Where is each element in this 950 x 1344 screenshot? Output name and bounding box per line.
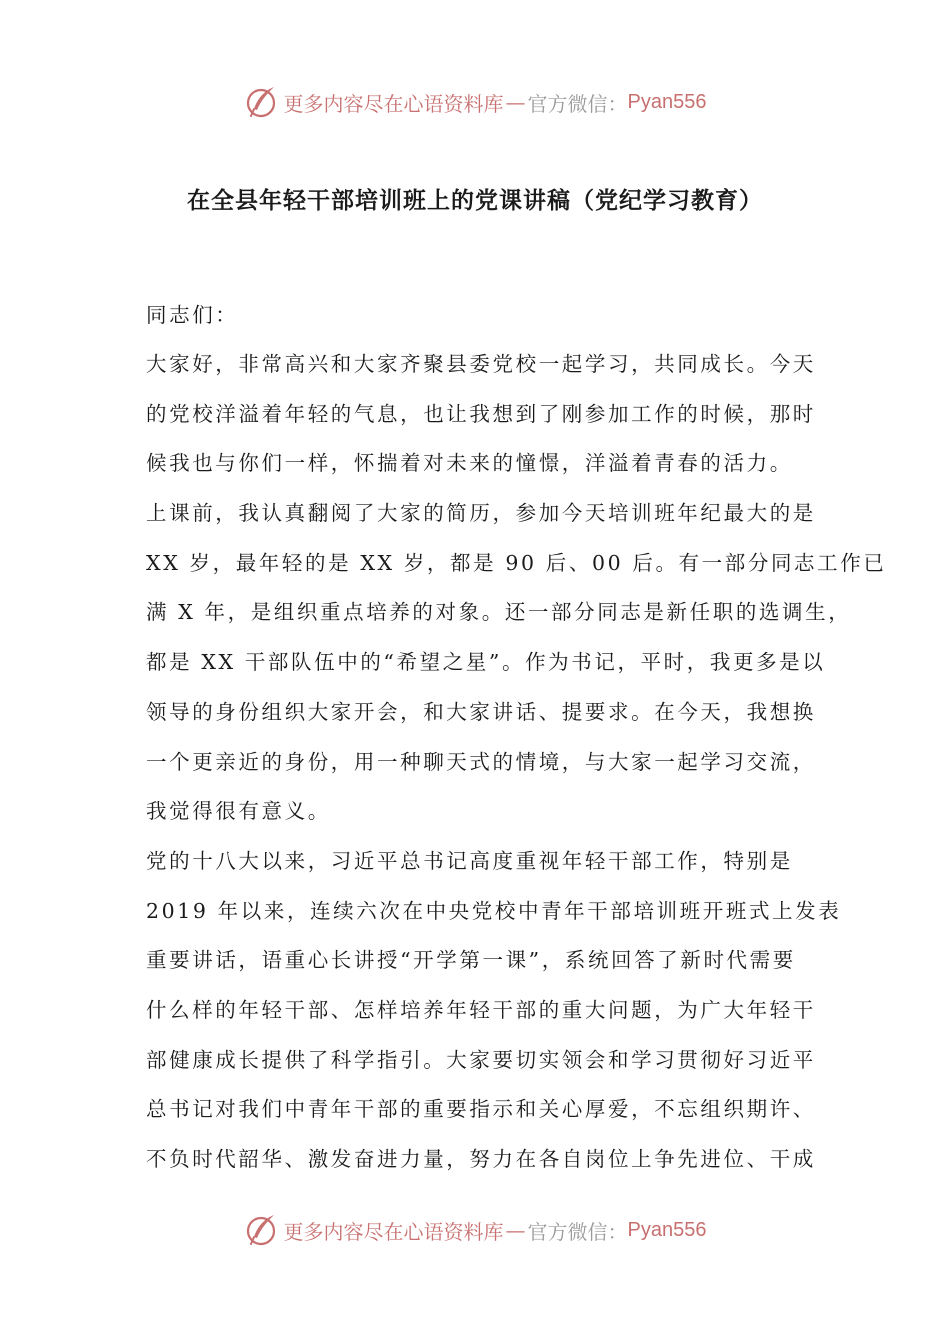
body-line: 满 X 年，是组织重点培养的对象。还一部分同志是新任职的选调生， bbox=[146, 600, 852, 625]
body-line: XX 岁，最年轻的是 XX 岁，都是 90 后、00 后。有一部分同志工作已 bbox=[146, 550, 887, 575]
body-line: 2019 年以来，连续六次在中央党校中青年干部培训班开班式上发表 bbox=[146, 898, 842, 923]
document-body bbox=[146, 295, 887, 1189]
watermark-site-text: 更多内容尽在心语资料库 bbox=[283, 1219, 504, 1244]
body-line: 总书记对我们中青年干部的重要指示和关心厚爱，不忘组织期许、 bbox=[146, 1097, 816, 1122]
body-line: 一个更亲近的身份，用一种聊天式的情境，与大家一起学习交流， bbox=[146, 749, 816, 774]
body-line: 重要讲话，语重心长讲授“开学第一课”，系统回答了新时代需要 bbox=[146, 948, 796, 973]
body-line: 部健康成长提供了科学指引。大家要切实领会和学习贯彻好习近平 bbox=[146, 1047, 816, 1072]
feather-pen-logo-icon bbox=[244, 1212, 280, 1248]
feather-pen-logo-icon bbox=[244, 84, 280, 120]
body-line: 大家好，非常高兴和大家齐聚县委党校一起学习，共同成长。今天 bbox=[146, 352, 816, 376]
body-line: 党的十八大以来，习近平总书记高度重视年轻干部工作，特别是 bbox=[146, 848, 793, 873]
document-title: 在全县年轻干部培训班上的党课讲稿（党纪学习教育） bbox=[187, 188, 763, 214]
watermark-official-label: 官方微信： bbox=[527, 1219, 628, 1244]
body-line: 候我也与你们一样，怀揣着对未来的憧憬，洋溢着青春的活力。 bbox=[146, 451, 793, 476]
body-line: 上课前，我认真翻阅了大家的简历，参加今天培训班年纪最大的是 bbox=[146, 501, 816, 526]
body-line: 都是 XX 干部队伍中的“希望之星”。作为书记，平时，我更多是以 bbox=[146, 650, 826, 675]
body-line: 领导的身份组织大家开会，和大家讲话、提要求。在今天，我想换 bbox=[146, 699, 816, 724]
watermark-banner-bottom bbox=[0, 1210, 950, 1250]
watermark-wechat-id: Pyan556 bbox=[627, 90, 707, 113]
watermark-dash: — bbox=[505, 90, 526, 114]
watermark-banner-top bbox=[0, 82, 950, 122]
body-line: 的党校洋溢着年轻的气息，也让我想到了刚参加工作的时候，那时 bbox=[146, 401, 816, 426]
watermark-wechat-id: Pyan556 bbox=[627, 1218, 707, 1241]
body-line: 什么样的年轻干部、怎样培养年轻干部的重大问题，为广大年轻干 bbox=[146, 997, 816, 1022]
greeting: 同志们： bbox=[146, 303, 239, 327]
watermark-official-label: 官方微信： bbox=[527, 91, 628, 116]
watermark-site-text: 更多内容尽在心语资料库 bbox=[283, 91, 504, 116]
watermark-dash: — bbox=[505, 1218, 526, 1242]
body-line: 我觉得很有意义。 bbox=[146, 799, 331, 824]
body-line: 不负时代韶华、激发奋进力量，努力在各自岗位上争先进位、干成 bbox=[146, 1147, 816, 1171]
